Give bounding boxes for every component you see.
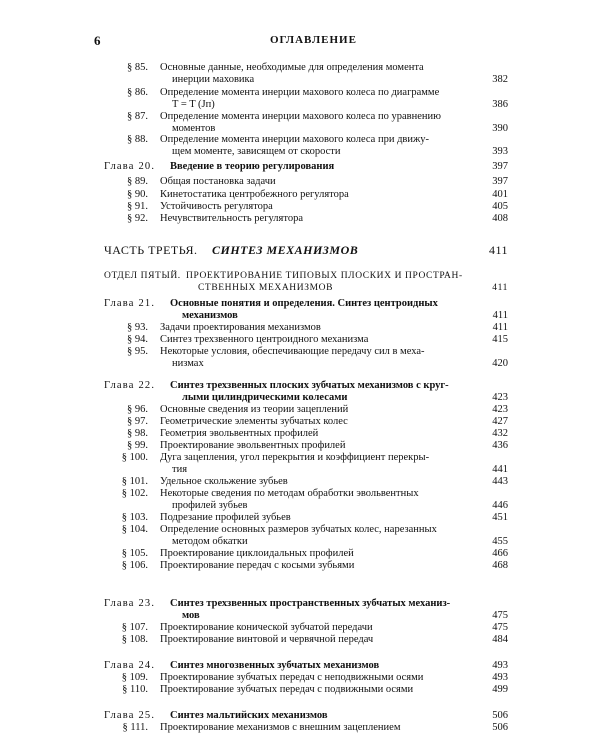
section-number: § 85. [127,62,148,73]
chapter-label: Глава 23. [104,598,156,609]
chapter-title-line [182,310,238,322]
entry-title-line: Определение момента инерции махового колеса при движу- [160,134,429,145]
entry-title-line: Определение момента инерции махового колеса по уравнению [160,111,441,122]
entry-title-line: Синтез трехзвенного центроидного механизма [160,334,369,345]
page-ref: 493 [492,660,508,671]
entry-title-line: щем моменте, зависящем от скорости [172,146,341,158]
entry-title-line: Проектирование циклоидальных профилей [160,548,354,559]
page-ref: 401 [492,189,508,200]
section-number: § 101. [121,476,148,487]
page-ref: 386 [492,99,508,111]
page-ref: 423 [492,392,508,404]
running-title: ОГЛАВЛЕНИЕ [270,34,357,46]
department-title-line: СТВЕННЫХ МЕХАНИЗМОВ [198,283,334,294]
entry-title-line: Общая постановка задачи [160,176,276,187]
page-ref: 436 [492,440,508,451]
entry-title-line: низмах [172,358,204,370]
section-number: § 104. [121,524,148,535]
chapter-label: Глава 20. [104,161,156,172]
entry-title-line: методом обкатки [172,536,248,548]
page-ref: 420 [492,358,508,370]
entry-title-line: Проектирование передач с косыми зубьями [160,560,355,571]
entry-title-line: Подрезание профилей зубьев [160,512,291,523]
entry-title-line: Проектирование эвольвентных профилей [160,440,346,451]
chapter-title-line [182,392,347,404]
entry-title-line: Проектирование механизмов с внешним зацеплением [160,722,401,733]
chapter-title-line [170,710,328,722]
part-title [212,244,358,256]
chapter-title-text: Синтез многозвенных зубчатых механизмов [170,660,380,671]
part-label: ЧАСТЬ ТРЕТЬЯ. [104,243,198,257]
chapter-label: Глава 24. [104,660,156,671]
section-number: § 102. [121,488,148,499]
page-ref: 432 [492,428,508,439]
page-ref: 468 [492,560,508,571]
page-ref: 475 [492,622,508,633]
section-number: § 93. [127,322,148,333]
section-number: § 97. [127,416,148,427]
section-number: § 92. [127,213,148,224]
chapter-title-line [182,610,200,622]
section-number: § 99. [127,440,148,451]
page-ref: 390 [492,123,508,135]
entry-title-line: Некоторые условия, обеспечивающие передачу сил в меха- [160,346,425,357]
section-number: § 95. [127,346,148,357]
chapter-title-text: Синтез трехзвенных плоских зубчатых механизмов с круг- [170,380,449,391]
entry-title-line: Дуга зацепления, угол перекрытия и коэффициент перекры- [160,452,430,463]
chapter-title-text: Основные понятия и определения. Синтез центроидных [170,298,438,309]
page-ref: 466 [492,548,508,559]
entry-title-line: Задачи проектирования механизмов [160,322,321,333]
page-ref: 499 [492,684,508,695]
page-ref: 443 [492,476,508,487]
section-number: § 111. [122,722,148,733]
section-number: § 90. [127,189,148,200]
entry-title-line: моментов [172,123,216,135]
chapter-title-text: Синтез трехзвенных пространственных зубчатых механиз- [170,598,451,609]
page-ref: 427 [492,416,508,427]
entry-title-line: профилей зубьев [172,500,248,512]
section-number: § 94. [127,334,148,345]
entry-title-line: Основные данные, необходимые для определения момента [160,62,424,73]
entry-title-line: Некоторые сведения по методам обработки эвольвентных [160,488,419,499]
page-ref: 411 [492,310,508,322]
entry-title-line: Определение основных размеров зубчатых колес, нарезанных [160,524,437,535]
chapter-title-line [170,660,379,672]
page-ref: 382 [492,74,508,86]
part-title-text: СИНТЕЗ МЕХАНИЗМОВ [212,243,359,257]
entry-title-line: Геометрия эвольвентных профилей [160,428,319,439]
entry-title-line: Проектирование винтовой и червячной передач [160,634,374,645]
section-number: § 98. [127,428,148,439]
chapter-title-line [170,298,438,310]
section-number: § 89. [127,176,148,187]
page-ref: 506 [492,710,508,721]
section-number: § 100. [121,452,148,463]
entry-title-line: Кинетостатика центробежного регулятора [160,189,349,200]
chapter-title-text: лыми цилиндрическими колесами [182,392,348,404]
section-number: § 103. [121,512,148,523]
page-ref: 423 [492,404,508,415]
chapter-title-text: Синтез мальтийских механизмов [170,710,328,721]
chapter-title-line [170,161,334,173]
department-title-line: ПРОЕКТИРОВАНИЕ ТИПОВЫХ ПЛОСКИХ И ПРОСТРАН- [186,271,463,281]
page-ref: 506 [492,722,508,733]
entry-title-line: Определение момента инерции махового колеса по диаграмме [160,87,440,98]
page-ref: 415 [492,334,508,345]
page-ref: 397 [492,176,508,187]
section-number: § 105. [121,548,148,559]
section-number: § 109. [121,672,148,683]
section-number: § 107. [121,622,148,633]
entry-title-line: T = T (Jп) [172,99,215,111]
page-ref: 405 [492,201,508,212]
entry-title-line: Проектирование зубчатых передач с неподвижными осями [160,672,424,683]
chapter-title-line [170,598,450,610]
entry-title-line: Удельное скольжение зубьев [160,476,288,487]
page-ref: 441 [492,464,508,476]
page-ref: 446 [492,500,508,512]
page-ref: 455 [492,536,508,548]
section-number: § 88. [127,134,148,145]
chapter-label: Глава 25. [104,710,156,721]
chapter-title-text: механизмов [182,310,238,322]
section-number: § 108. [121,634,148,645]
section-number: § 87. [127,111,148,122]
page-ref: 411 [488,243,508,257]
chapter-label: Глава 21. [104,298,156,309]
chapter-label: Глава 22. [104,380,156,391]
page-ref: 408 [492,213,508,224]
page-ref: 493 [492,672,508,683]
page-ref: 484 [492,634,508,645]
entry-title-line: инерции маховика [172,74,255,86]
entry-title-line: Проектирование конической зубчатой передачи [160,622,373,633]
chapter-title-text: Введение в теорию регулирования [170,161,335,172]
page-number: 6 [94,33,101,48]
entry-title-line: Проектирование зубчатых передач с подвижными осями [160,684,414,695]
section-number: § 110. [122,684,148,695]
chapter-title-text: мов [182,610,200,622]
section-number: § 91. [127,201,148,212]
entry-title-line: Нечувствительность регулятора [160,213,303,224]
section-number: § 86. [127,87,148,98]
department-label: ОТДЕЛ ПЯТЫЙ. [104,271,181,281]
page-ref: 411 [492,322,508,333]
page-ref: 475 [492,610,508,622]
page-ref: 397 [492,161,508,172]
entry-title-line: тия [172,464,188,476]
entry-title-line: Геометрические элементы зубчатых колес [160,416,348,427]
section-number: § 106. [121,560,148,571]
section-number: § 96. [127,404,148,415]
entry-title-line: Основные сведения из теории зацеплений [160,404,349,415]
page-ref: 411 [492,283,508,294]
entry-title-line: Устойчивость регулятора [160,201,273,212]
chapter-title-line [170,380,449,392]
page-ref: 393 [492,146,508,158]
page-ref: 451 [492,512,508,523]
